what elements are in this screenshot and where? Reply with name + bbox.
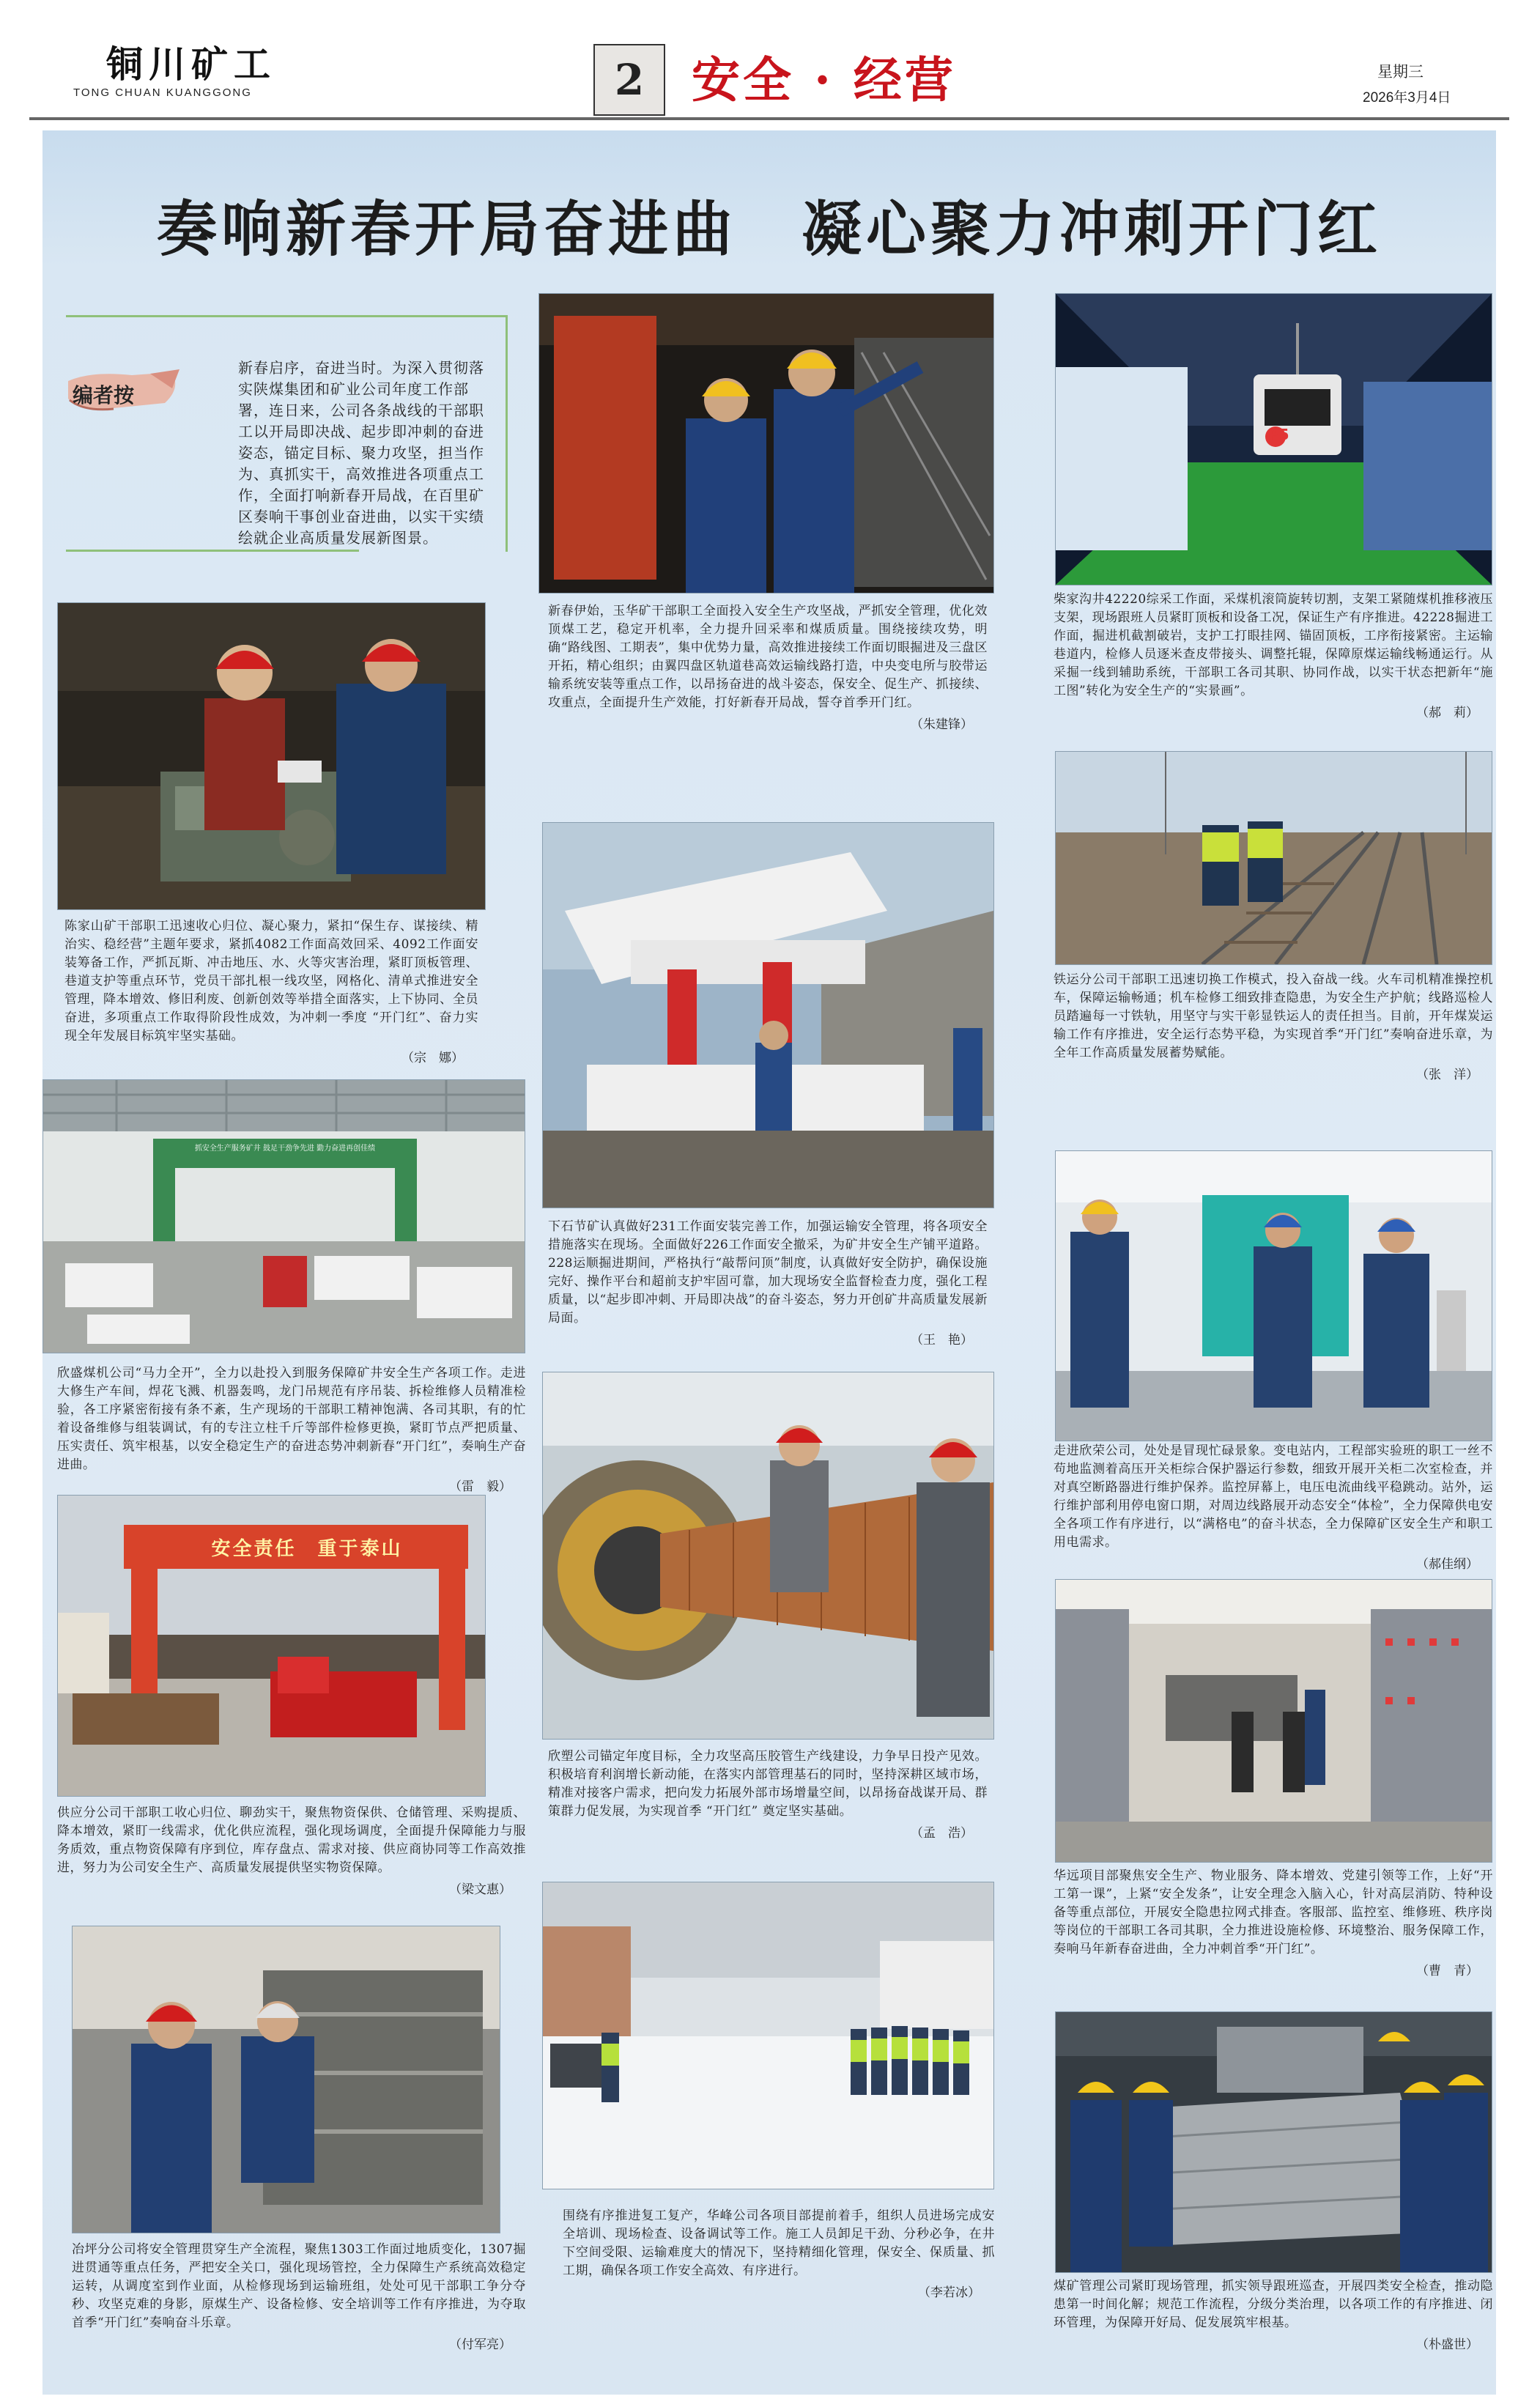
photo-hydraulic-support: [542, 822, 994, 1208]
article-8: [548, 1748, 988, 1841]
article-4-text: 下石节矿认真做好231工作面安装完善工作，加强运输安全管理，将各项安全措施落实在现场。全面做好226工作面安全撤采，为矿井安全生产铺平道路。228运顺掘进期间，严格执行“敲帮问顶”制度，认真做好安全防护，确保设施完好、操作平台和超前支护牢固可靠，加大现场安全监督检查力度，强化工程质量，以“起步即冲刺、开局即决战”的奋斗姿态，努力开创矿井高质量发展新局面。: [548, 1219, 988, 1326]
article-5-text: 铁运分公司干部职工迅速切换工作模式，投入奋战一线。火车司机精准操控机车，保障运输畅通；机车检修工细致排查隐患，为安全生产护航；线路巡检人员踏遍每一寸铁轨，用坚守与实干彰显铁运人的责任担当。目前，开年煤炭运输工作有序推进，安全运行态势平稳，为实现首季“开门红”奏响奋进乐章，为全年工作高质量发展蓄势赋能。: [1054, 972, 1493, 1060]
article-11-byline: （付军亮）: [449, 2337, 511, 2352]
article-1: [64, 917, 478, 1065]
article-11: [72, 2241, 526, 2352]
article-4: [548, 1218, 988, 1348]
photo-substation-check: [1055, 1150, 1492, 1441]
photo-conveyor-inspection: [1055, 2011, 1492, 2273]
issue-date: 2026年3月4日: [1363, 90, 1451, 106]
article-4-byline: （王 艳）: [911, 1333, 973, 1348]
newspaper-subtitle: TONG CHUAN KUANGGONG: [73, 86, 252, 99]
photo-control-room: [1055, 1579, 1492, 1863]
article-12: [563, 2207, 995, 2300]
article-2: [548, 602, 988, 732]
safety-banner-text: 安全责任 重于泰山: [211, 1538, 403, 1560]
article-13-text: 煤矿管理公司紧盯现场管理，抓实领导跟班巡查，开展四类安全检查，推动隐患第一时间化解；规范工作流程，分级分类治理，以各项工作的有序推进、闭环管理，为保障开好局、促发展筑牢根基。: [1054, 2279, 1493, 2330]
newspaper-title: 铜川矿工: [106, 42, 276, 86]
article-2-byline: （朱建锋）: [911, 717, 973, 732]
photo-hose-production: [542, 1372, 994, 1740]
section-title: 安全 · 经营: [692, 51, 956, 108]
photo-supply-yard: [57, 1495, 486, 1797]
editor-note-body: 新春启序，奋进当时。为深入贯彻落实陕煤集团和矿业公司年度工作部署，连日来，公司各条战线的干部职工以开局即决战、起步即冲刺的奋进姿态，锚定目标、聚力攻坚，担当作为、真抓实干，高效推进各项重点工作，全面打响新春开局战，在百里矿区奏响干事创业奋进曲，以实干实绩绘就企业高质量发展新图景。: [238, 359, 484, 547]
article-7-text: 走进欣荣公司，处处是冒现忙碌景象。变电站内，工程部实验班的职工一丝不苟地监测着高压开关柜综合保护器运行参数，细致开展开关柜二次室检查，并对真空断路器进行维护保养。监控屏幕上，电压电流曲线平稳跳动。站外，运行维护部利用停电窗口期，对周边线路展开动态安全“体检”，全力保障供电安全各项工作有序进行，以“满格电”的奋斗状态，全力保障矿区安全生产和职工用电需求。: [1054, 1444, 1493, 1550]
article-2-text: 新春伊始，玉华矿干部职工全面投入安全生产攻坚战，严抓安全管理，优化效顶煤工艺，稳定开机率，全力提升回采率和煤质质量。围绕接续攻势，明确“路线图、工期表”，集中优势力量，高效推进接续工作面切眼掘进及三盘区开拓，精心组织；由翼四盘区轨道巷高效运输线路打造，中央变电所与胶带运输系统安装等重点工作，以昂扬奋进的战斗姿态，保安全、促生产、抓接续、攻重点，全面提升生产效能，打好新春开局战，誓夺首季开门红。: [548, 604, 988, 710]
photo-railway-maintenance: [1055, 751, 1492, 965]
editor-note-label: 编者按: [73, 383, 135, 407]
editor-note-text: [70, 358, 495, 549]
article-5-byline: （张 洋）: [1416, 1068, 1478, 1082]
article-5: [1054, 971, 1493, 1082]
photo-site-briefing: [72, 1926, 500, 2233]
photo-miners-inspection: [57, 602, 486, 910]
article-12-byline: （李若冰）: [918, 2285, 980, 2300]
workshop-banner-text: 抓安全生产服务矿井 鼓足干劲争先进 勤力奋进再创佳绩: [194, 1145, 376, 1153]
article-8-text: 欣塑公司锚定年度目标，全力攻坚高压胶管生产线建设，力争早日投产见效。积极培育利润增长新动能，在落实内部管理基石的同时，坚持深耕区域市场，精准对接客户需求，把向发力拓展外部市场增量空间，以昂扬奋战谋开局、群策群力促发展，为实现首季 “开门红” 奠定坚实基础。: [548, 1749, 988, 1819]
photo-underground-inspection: [538, 293, 994, 594]
article-9-byline: （梁文惠）: [449, 1882, 511, 1897]
article-6-byline: （雷 毅）: [449, 1479, 511, 1494]
article-1-text: 陈家山矿干部职工迅速收心归位、凝心聚力，紧扣“保生存、谋接续、精治实、稳经营”主题年要求，紧抓4082工作面高效回采、4092工作面安装筹备工作，严抓瓦斯、冲击地压、水、火等灾害治理，紧盯顶板管理、巷道支护等重点环节，党员干部扎根一线攻坚，网格化、清单式推进安全管理，降本增效、修旧利废、创新创效等举措全面落实，上下协同、全员奋进，多项重点工作取得阶段性成效，为冲刺一季度 “开门红”、奋力实现全年发展目标筑牢坚实基础。: [64, 919, 478, 1043]
article-10-byline: （曹 青）: [1416, 1964, 1478, 1978]
article-6: [57, 1364, 526, 1494]
article-9: [57, 1804, 526, 1897]
article-10-text: 华远项目部聚焦安全生产、物业服务、降本增效、党建引领等工作，上好“开工第一课”，上紧“安全发条”，让安全理念入脑入心，针对高层消防、特种设备等重点部位，开展安全隐患拉网式排查。客服部、监控室、维修班、秩序岗等岗位的干部职工各司其职，全力推进设施检修、环境整治、服务保障工作，奏响马年新春奋进曲，全力冲刺首季“开门红”。: [1054, 1868, 1493, 1956]
weekday: 星期三: [1377, 64, 1424, 81]
article-8-byline: （孟 浩）: [911, 1826, 973, 1841]
article-12-text: 围绕有序推进复工复产，华峰公司各项目部提前着手，组织人员进场完成安全培训、现场检查、设备调试等工作。施工人员卸足干劲、分秒必争，在井下空间受限、运输难度大的情况下，坚持精细化管理，保安全、保质量、抓工期，确保各项工作安全高效、有序进行。: [563, 2208, 995, 2278]
article-11-text: 冶坪分公司将安全管理贯穿生产全流程，聚焦1303工作面过地质变化，1307掘进贯通等重点任务，严把安全关口，强化现场管控，全力保障生产系统高效稳定运转，从调度室到作业面，从检修现场到运输班组，处处可见干部职工争分夺秒、攻坚克难的身影，原煤生产、设备检修、安全培训等工作有序推进，为夺取首季“开门红”奏响奋斗乐章。: [72, 2242, 526, 2330]
masthead-rule: [29, 117, 1509, 120]
photo-tunnel-cart: [1055, 293, 1492, 585]
article-7-byline: （郝佳纲）: [1416, 1557, 1478, 1572]
headline: 奏响新春开局奋进曲 凝心聚力冲刺开门红: [156, 194, 1382, 265]
cart-label: P5: [1268, 426, 1289, 443]
article-3-byline: （郝 莉）: [1416, 706, 1478, 720]
article-3: [1054, 591, 1493, 720]
photo-workshop-gantry: [42, 1079, 525, 1353]
article-13-byline: （朴盛世）: [1416, 2337, 1478, 2352]
page-number: 2: [593, 44, 665, 116]
article-1-byline: （宗 娜）: [401, 1051, 464, 1065]
photo-snowy-assembly: [542, 1882, 994, 2189]
article-10: [1054, 1867, 1493, 1978]
article-9-text: 供应分公司干部职工收心归位、聊劲实干，聚焦物资保供、仓储管理、采购提质、降本增效，紧盯一线需求，优化供应流程，强化现场调度，全面提升保障能力与服务质效，重点物资保障有序到位，库存盘点、需求对接、供应商协同等工作高效推进，努力为公司安全生产、高质量发展提供坚实物资保障。: [57, 1805, 526, 1875]
article-7: [1054, 1442, 1493, 1572]
article-3-text: 柴家沟井42220综采工作面，采煤机滚筒旋转切割，支架工紧随煤机推移液压支架，现场跟班人员紧盯顶板和设备工况，保证生产有序推进。42228掘进工作面，掘进机截割破岩，支护工打眼挂网、锚固顶板，工序衔接紧密。主运输巷道内，检修人员逐米查皮带接头、调整托辊，保障原煤运输线畅通运行。从采掘一线到辅助系统，干部职工各司其职、协同作战，以实干状态把新年“施工图”转化为安全生产的“实景画”。: [1054, 592, 1493, 698]
article-13: [1054, 2277, 1493, 2352]
article-6-text: 欣盛煤机公司“马力全开”，全力以赴投入到服务保障矿井安全生产各项工作。走进大修生产车间，焊花飞溅、机器轰鸣，龙门吊规范有序吊装、拆检维修人员精准检验，各工序紧密衔接有条不紊，生产现场的干部职工精神饱满、各司其职，有的忙着设备维修与组装调试，有的专注立柱千斤等部件检修更换，紧盯节点严把质量、压实责任、筑牢根基，以安全稳定生产的奋进态势冲刺新春“开门红”，奏响生产奋进曲。: [57, 1366, 526, 1472]
